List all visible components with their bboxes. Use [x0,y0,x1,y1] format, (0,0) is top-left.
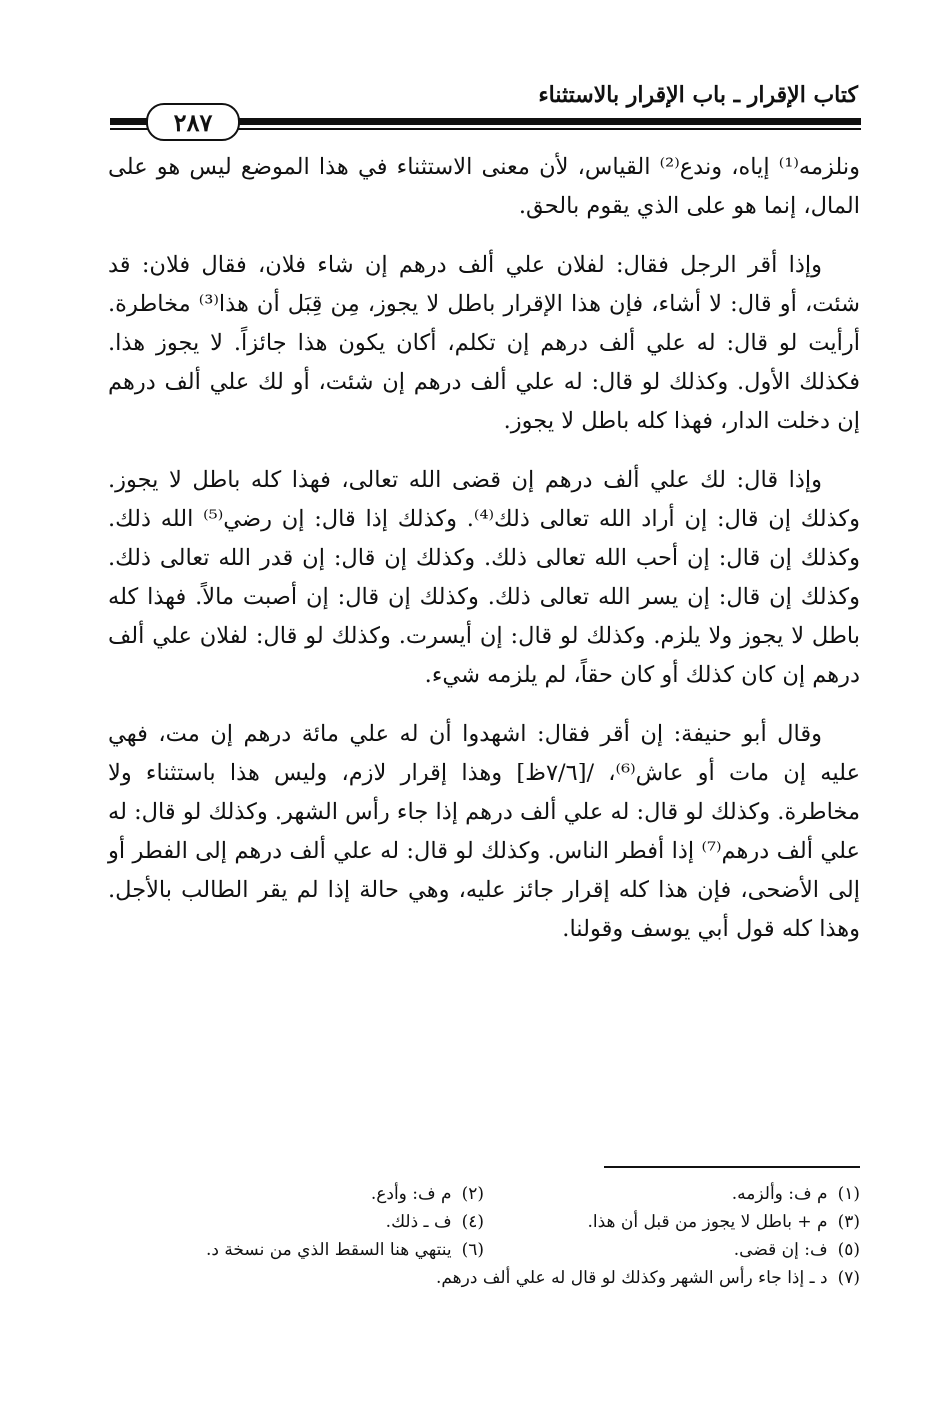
footnote-text: ف ـ ذلك. [385,1212,452,1232]
footnote-text: م ف: وألزمه. [731,1184,828,1204]
footnote-text: م ف: وأدع. [370,1184,452,1204]
footnote-number: (٤) [461,1212,484,1232]
page-number: ٢٨٧ [146,103,240,141]
footnote [484,1236,860,1264]
footnote-number: (٣) [837,1212,860,1232]
footnote-row [108,1180,860,1208]
paragraph: ونلزمه⁽¹⁾ إياه، وندع⁽²⁾ القياس، لأن معنى الاستثناء في هذا الموضع ليس هو على المال، إنما هو على الذي يقوم بالحق. [108,154,860,219]
footnote [484,1208,860,1236]
footnote [108,1236,484,1264]
footnote-row [108,1208,860,1236]
footnote-text: ف: إن قضى. [733,1240,828,1260]
footnote-row [108,1236,860,1264]
footnote-number: (٧) [837,1268,860,1288]
paragraph: وإذا أقر الرجل فقال: لفلان علي ألف درهم إن شاء فلان، فقال فلان: قد شئت، أو قال: لا أشاء، فإن هذا الإقرار باطل لا يجوز، مِن قِبَل أن هذا⁽³⁾ مخاطرة. أرأيت لو قال: له علي ألف درهم إن تكلم، أكان يكون هذا جائزاً. لا يجوز هذا. فكذلك الأول. وكذلك لو قال: له علي ألف درهم إن شئت، أو لك علي ألف درهم إن دخلت الدار، فهذا كله باطل لا يجوز. [108,252,860,434]
footnotes [108,1180,860,1292]
footnote [108,1264,860,1292]
footnote [484,1180,860,1208]
main-text [108,148,860,969]
footnote-separator [604,1166,860,1168]
footnote [108,1208,484,1236]
footnote [108,1180,484,1208]
running-header: كتاب الإقرار ـ باب الإقرار بالاستثناء [538,82,858,108]
footnote-number: (١) [837,1184,860,1204]
footnote-number: (٢) [461,1184,484,1204]
footnote-number: (٦) [461,1240,484,1260]
footnote-text: م + باطل لا يجوز من قبل أن هذا. [587,1212,828,1232]
footnote-number: (٥) [837,1240,860,1260]
footnote-text: د ـ إذا جاء رأس الشهر وكذلك لو قال له علي ألف درهم. [435,1268,828,1288]
paragraph: وإذا قال: لك علي ألف درهم إن قضى الله تعالى، فهذا كله باطل لا يجوز. وكذلك إن قال: إن أراد الله تعالى ذلك⁽⁴⁾. وكذلك إذا قال: إن رضي⁽⁵⁾ الله ذلك. وكذلك إن قال: إن أحب الله تعالى ذلك. وكذلك إن قال: إن قدر الله تعالى ذلك. وكذلك إن قال: إن يسر الله تعالى ذلك. وكذلك إن قال: إن أصبت مالاً. فهذا كله باطل لا يجوز ولا يلزم. وكذلك لو قال: إن أيسرت. وكذلك لو قال: لفلان علي ألف درهم إن كان كذلك أو كان حقاً، لم يلزمه شيء. [108,467,860,688]
paragraph: وقال أبو حنيفة: إن أقر فقال: اشهدوا أن له علي مائة درهم إن مت، فهي عليه إن مات أو عاش⁽⁶⁾، /[٧/٦ظ] وهذا إقرار لازم، وليس هذا باستثناء ولا مخاطرة. وكذلك لو قال: له علي ألف درهم إذا جاء رأس الشهر. وكذلك لو قال: له علي ألف درهم⁽⁷⁾ إذا أفطر الناس. وكذلك لو قال: له علي ألف درهم إلى الفطر أو إلى الأضحى، فإن هذا كله إقرار جائز عليه، وهي حالة إذا لم يقر الطالب بالأجل. وهذا كله قول أبي يوسف وقولنا. [108,721,860,942]
footnote-row [108,1264,860,1292]
footnote-text: ينتهي هنا السقط الذي من نسخة د. [205,1240,452,1260]
